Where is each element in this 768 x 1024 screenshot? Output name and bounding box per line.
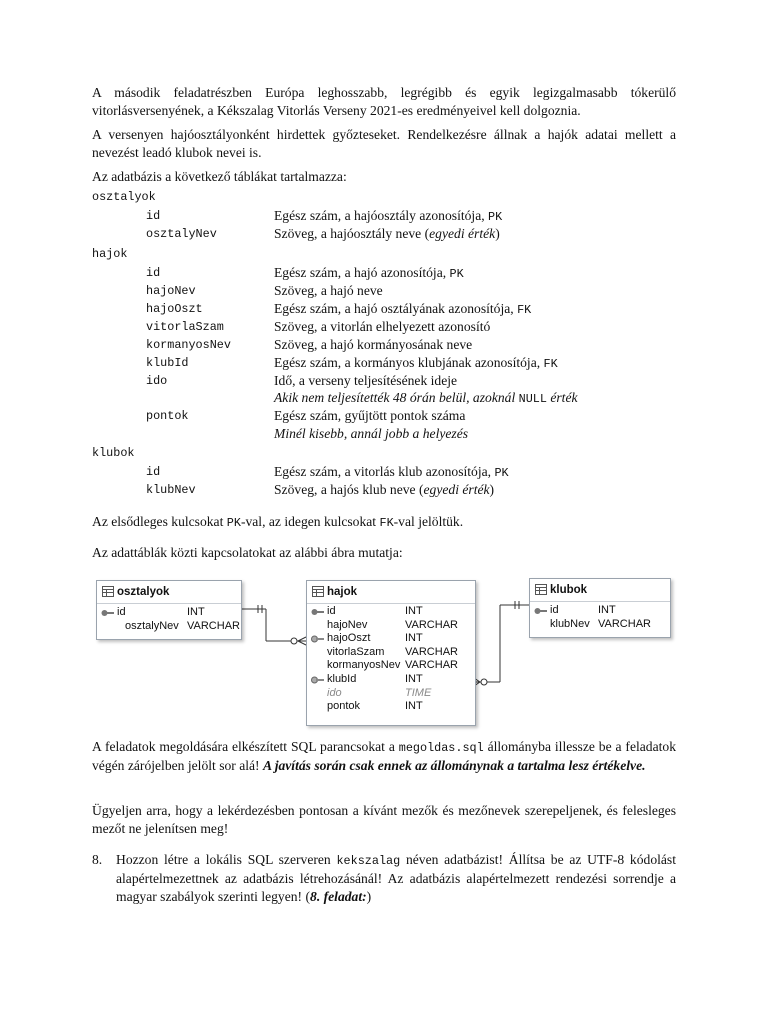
field-name: pontok — [146, 409, 189, 423]
field-note-row — [0, 425, 768, 443]
table-icon — [312, 586, 324, 597]
fk-tag: FK — [517, 303, 532, 317]
field-description: Idő, a verseny teljesítésének ideje — [274, 373, 458, 388]
field-description: Szöveg, a hajó neve — [274, 283, 383, 298]
fk-tag: FK — [543, 357, 558, 371]
field-name: kormanyosNev — [146, 338, 231, 352]
field-row — [0, 300, 768, 318]
er-table-header — [530, 579, 670, 601]
field-row — [0, 481, 768, 499]
er-row: klubNev VARCHAR — [550, 617, 651, 630]
pk-tag: PK — [449, 267, 464, 281]
er-row: hajoOszt INT — [307, 632, 475, 646]
field-row — [0, 407, 768, 425]
foreign-key-icon — [311, 676, 325, 684]
field-row — [0, 282, 768, 300]
field-name: hajoOszt — [146, 302, 203, 316]
field-name: osztalyNev — [146, 227, 217, 241]
er-row: hajoNev VARCHAR — [327, 618, 458, 631]
er-table-title: hajok — [327, 586, 358, 598]
field-description: Egész szám, a hajó osztályának azonosítója, FK — [274, 301, 532, 317]
pk-tag: PK — [488, 210, 503, 224]
solution-file-name: megoldas.sql — [398, 741, 484, 755]
unique-note: egyedi érték — [423, 482, 490, 497]
keys-note: Az elsődleges kulcsokat PK-val, az idegen kulcsokat FK-val jelöltük. — [92, 514, 464, 530]
field-name: klubId — [146, 356, 189, 370]
field-description: Szöveg, a hajóosztály neve (egyedi érték) — [274, 226, 500, 241]
key-icon — [311, 608, 325, 616]
field-description: Egész szám, a hajó azonosítója, PK — [274, 265, 464, 281]
relation-klubok-hajok — [474, 601, 529, 686]
field-row — [0, 225, 768, 243]
er-row: osztalyNev VARCHAR — [125, 619, 240, 632]
field-description: Szöveg, a hajós klub neve (egyedi érték) — [274, 482, 495, 497]
er-row: id INT — [530, 604, 670, 618]
field-name: id — [146, 209, 161, 223]
foreign-key-icon — [311, 635, 325, 643]
relations-note: Az adattáblák közti kapcsolatokat az alábbi ábra mutatja: — [92, 545, 403, 560]
table-name-klubok: klubok — [92, 446, 135, 460]
er-row: id INT — [97, 606, 241, 620]
table-name-hajok: hajok — [92, 247, 128, 261]
field-note: Minél kisebb, annál jobb a helyezés — [274, 426, 469, 441]
er-row: pontok INT — [327, 700, 423, 713]
table-name-osztalyok: osztalyok — [92, 190, 156, 204]
er-row: vitorlaSzam VARCHAR — [327, 645, 458, 658]
er-table-header — [307, 581, 475, 603]
er-table-osztalyok — [96, 580, 242, 640]
er-table-title: osztalyok — [117, 586, 170, 598]
intro-paragraph-3: Az adatbázis a következő táblákat tartalmazza: — [92, 169, 347, 184]
er-row: klubId INT — [307, 673, 475, 687]
field-row — [0, 463, 768, 481]
key-icon — [534, 607, 548, 615]
field-note: Akik nem teljesítették 48 órán belül, azoknál NULL érték — [274, 390, 578, 406]
unique-note: egyedi érték — [429, 226, 496, 241]
task-8-text: Hozzon létre a lokális SQL szerveren kekszalag néven adatbázist! Állítsa be az UTF-8 kódolást alapértelmezettnek az adatbázis létrehozásánál! Az adatbázis alapértelmezett rendezési sorrendje a magyar szabályok szerinti legyen! (8. feladat:) — [116, 852, 676, 904]
field-description: Szöveg, a hajó kormányosának neve — [274, 337, 473, 352]
fields-note: Ügyeljen arra, hogy a lekérdezésben pontosan a kívánt mezők és mezőnevek szerepeljenek, és felesleges mezőt ne jelenítsen meg! — [92, 803, 676, 836]
relation-osztalyok-hajok — [240, 605, 306, 645]
task-number: 8. — [92, 852, 103, 867]
field-name: vitorlaSzam — [146, 320, 224, 334]
field-row — [0, 264, 768, 282]
er-row: kormanyosNev VARCHAR — [327, 659, 458, 672]
field-name: ido — [146, 374, 168, 388]
er-table-header — [97, 581, 241, 603]
er-table-hajok — [306, 580, 476, 726]
field-note-row — [0, 389, 768, 407]
field-row — [0, 372, 768, 390]
er-row: id INT — [307, 605, 475, 619]
database-name: kekszalag — [336, 854, 401, 868]
solution-note: A feladatok megoldására elkészített SQL parancsokat a megoldas.sql állományba illessze be a feladatok végén zárójelben jelölt sor alá! A javítás során csak ennek az állománynak a tartalma lesz értékelve. — [92, 739, 676, 773]
field-description: Egész szám, a kormányos klubjának azonosítója, FK — [274, 355, 558, 371]
field-row — [0, 207, 768, 225]
table-icon — [102, 586, 114, 597]
intro-paragraph-1: A második feladatrészben Európa leghosszabb, legrégibb és egyik legizgalmasabb tókerülő vitorlásversenyének, a Kékszalag Vitorlás Verseny 2021-es eredményeivel kell dolgoznia. — [92, 85, 676, 118]
er-table-title: klubok — [550, 584, 588, 596]
er-table-klubok — [529, 578, 671, 638]
field-row — [0, 336, 768, 354]
field-name: id — [146, 266, 161, 280]
null-tag: NULL — [518, 392, 547, 406]
field-description: Egész szám, gyűjtött pontok száma — [274, 408, 466, 423]
er-diagram — [92, 576, 676, 728]
field-description: Egész szám, a hajóosztály azonosítója, PK — [274, 208, 503, 224]
er-row: ido TIME — [327, 686, 432, 699]
field-name: id — [146, 465, 161, 479]
intro-paragraph-2: A versenyen hajóosztályonként hirdettek győzteseket. Rendelkezésre állnak a hajók adatai mellett a nevezést leadó klubok nevei is. — [92, 127, 676, 160]
key-icon — [101, 609, 115, 617]
field-description: Szöveg, a vitorlán elhelyezett azonosító — [274, 319, 491, 334]
field-row — [0, 318, 768, 336]
pk-tag: PK — [494, 466, 509, 480]
task-label: 8. feladat: — [310, 889, 367, 904]
field-name: hajoNev — [146, 284, 196, 298]
field-description: Egész szám, a vitorlás klub azonosítója, PK — [274, 464, 509, 480]
field-name: klubNev — [146, 483, 196, 497]
table-icon — [535, 584, 547, 595]
field-row — [0, 354, 768, 372]
